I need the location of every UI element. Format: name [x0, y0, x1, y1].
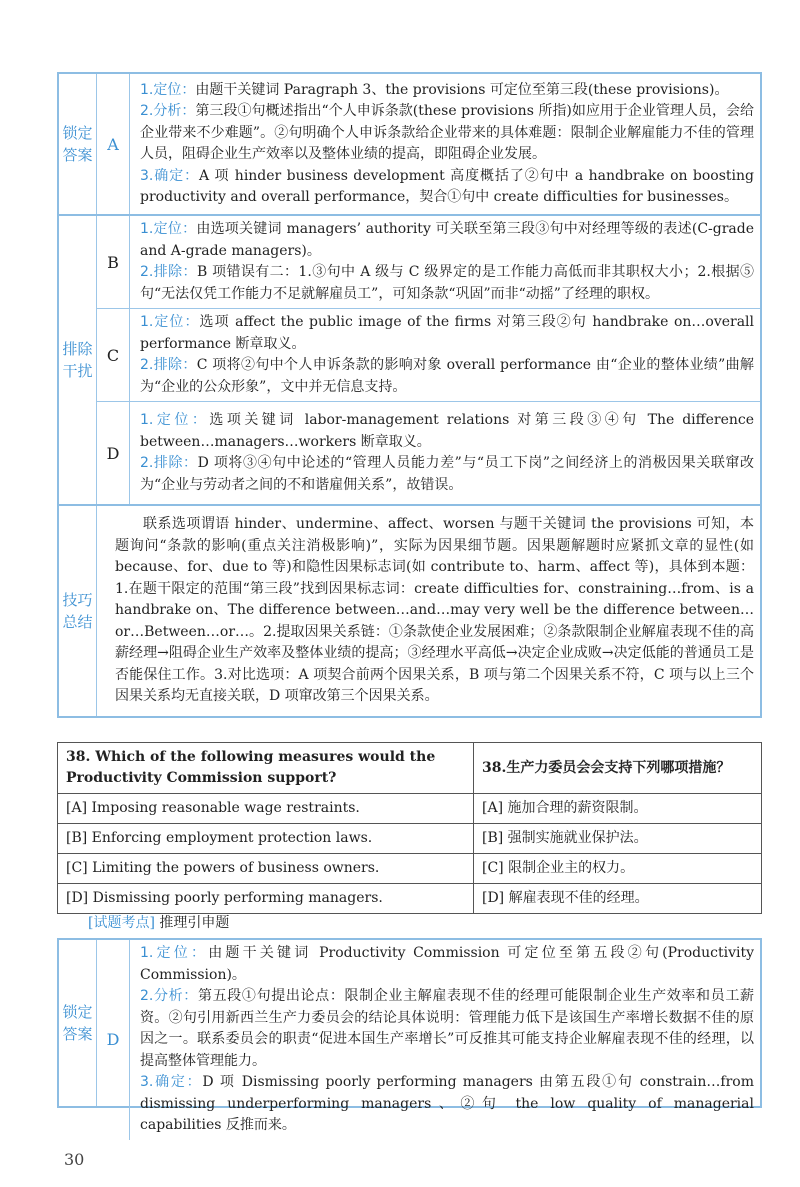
- section-label: 排除干扰: [59, 216, 97, 504]
- q38-locked-answer-box: [57, 938, 762, 1133]
- step-label: 1.定位：: [140, 314, 200, 331]
- step-label: 3.确定：: [140, 167, 200, 184]
- option-en: [D] Dismissing poorly performing managers.: [58, 884, 474, 914]
- step-text: 由题干关键词 Paragraph 3、the provisions 可定位至第三段(these provisions)。: [195, 81, 729, 98]
- option-zh: [C] 限制企业主的权力。: [474, 854, 762, 884]
- section-label: 锁定答案: [59, 940, 97, 1106]
- option-zh: [A] 施加合理的薪资限制。: [474, 794, 762, 824]
- step-text: B 项错误有二：1.③句中 A 级与 C 级界定的是工作能力高低而非其职权大小；2.根据⑤句“无法仅凭工作能力不足就解雇员工”，可知条款“巩固”而非“动摇”了经理的职权。: [140, 264, 754, 302]
- step-text: 由题干关键词 Productivity Commission 可定位至第五段②句(Productivity Commission)。: [140, 945, 755, 983]
- option-letter: B: [97, 216, 130, 308]
- step-text: A 项 hinder business development 高度概括了②句中 a handbrake on boosting productivity and overall performance，契合①句中 create difficulties for businesses。: [140, 167, 754, 205]
- step-text: D 项 Dismissing poorly performing managers 由第五段①句 constrain…from dismissing underperforming managers、②句 the low quality of managerial capabilities 反推而来。: [140, 1074, 755, 1133]
- page-number: 30: [64, 1150, 85, 1169]
- option-en: [A] Imposing reasonable wage restraints.: [58, 794, 474, 824]
- step-text: 第三段①句概述指出“个人申诉条款(these provisions 所指)如应用于企业管理人员，会给企业带来不少难题”。②句明确个人申诉条款给企业带来的具体难题：限制企业解雇能力不佳的管理人员，阻碍企业生产效率以及整体业绩的提高，即阻碍企业发展。: [140, 103, 755, 162]
- step-text: C 项将②句中个人申诉条款的影响对象 overall performance 由“企业的整体业绩”曲解为“企业的公众形象”，文中并无信息支持。: [140, 357, 755, 395]
- answer-letter: A: [97, 74, 130, 214]
- option-letter: C: [97, 309, 130, 401]
- step-label: 2.分析：: [140, 103, 196, 119]
- tag-label: [试题考点]: [88, 915, 155, 931]
- skill-summary-text: 联系选项谓语 hinder、undermine、affect、worsen 与题干关键词 the provisions 可知，本题询问“条款的影响(重点关注消极影响)”，实际为因果细节题。因果题解题时应紧抓文章的显性(如 because、for、due to 等)和隐性因果标志词(如 contribute to、harm、affect 等)，具体到本题：1.在题干限定的范围“第三段”找到因果标志词：create difficulties for、constraining…from、is a handbrake on、The difference between…and…may very well be the difference between…or…Between…or…。2.提取因果关系链：①条款使企业发展困难；②条款限制企业解雇表现不佳的高薪经理→阻碍企业生产效率及整体业绩的提高；③经理水平高低→决定企业成败→决定低能的普通员工是否能保住工作。3.对比选项：A 项契合前两个因果关系，B 项与第二个因果关系不符，C 项与以上三个因果关系均无直接关联，D 项窜改第三个因果关系。: [115, 516, 754, 705]
- question-type-tag: [88, 912, 229, 932]
- step-text: 选项 affect the public image of the firms 对第三段②句 handbrake on…overall performance 断章取义。: [140, 314, 755, 352]
- q38-question-table: [57, 742, 762, 914]
- step-label: 2.分析：: [140, 988, 198, 1004]
- step-text: D 项将③④句中论述的“管理人员能力差”与“员工下岗”之间经济上的消极因果关联窜改为“企业与劳动者之间的不和谐雇佣关系”，故错误。: [140, 455, 754, 493]
- q37-exclude-box: [57, 214, 762, 506]
- step-text: 选项关键词 labor-management relations 对第三段③④句 The difference between…managers…workers 断章取义。: [140, 412, 754, 450]
- step-text: 第五段①句提出论点：限制企业主解雇表现不佳的经理可能限制企业生产效率和员工薪资。②句引用新西兰生产力委员会的结论具体说明：管理能力低下是该国生产率增长数据不佳的原因之一。联系委员会的职责“促进本国生产率增长”可反推其可能支持企业解雇表现不佳的经理，以提高整体管理能力。: [140, 988, 755, 1069]
- step-label: 1.定位：: [140, 412, 210, 429]
- answer-letter: D: [97, 940, 130, 1140]
- step-label: 3.确定：: [140, 1074, 203, 1090]
- option-row-c: [97, 309, 760, 402]
- option-zh: [D] 解雇表现不佳的经理。: [474, 884, 762, 914]
- tag-value: 推理引申题: [159, 915, 230, 931]
- option-zh: [B] 强制实施就业保护法。: [474, 824, 762, 854]
- section-label: 技巧总结: [59, 506, 97, 716]
- option-letter: D: [97, 402, 130, 504]
- question-zh: 38.生产力委员会会支持下列哪项措施？: [474, 743, 762, 794]
- question-en: 38. Which of the following measures would the Productivity Commission support?: [58, 743, 474, 794]
- section-label: 锁定答案: [59, 74, 97, 214]
- step-text: 由选项关键词 managers’ authority 可关联至第三段③句中对经理等级的表述(C-grade and A-grade managers)。: [140, 221, 755, 259]
- option-row-b: [97, 216, 760, 309]
- step-label: 1.定位：: [140, 945, 209, 961]
- step-label: 2.排除：: [140, 264, 197, 281]
- step-label: 2.排除：: [140, 455, 198, 472]
- step-label: 1.定位：: [140, 221, 197, 238]
- step-label: 2.排除：: [140, 357, 197, 374]
- option-en: [C] Limiting the powers of business owners.: [58, 854, 474, 884]
- q37-skill-summary-box: [57, 504, 762, 718]
- q37-locked-answer-box: [57, 72, 762, 216]
- step-label: 1.定位：: [140, 81, 196, 98]
- option-row-d: [97, 402, 760, 504]
- option-en: [B] Enforcing employment protection laws.: [58, 824, 474, 854]
